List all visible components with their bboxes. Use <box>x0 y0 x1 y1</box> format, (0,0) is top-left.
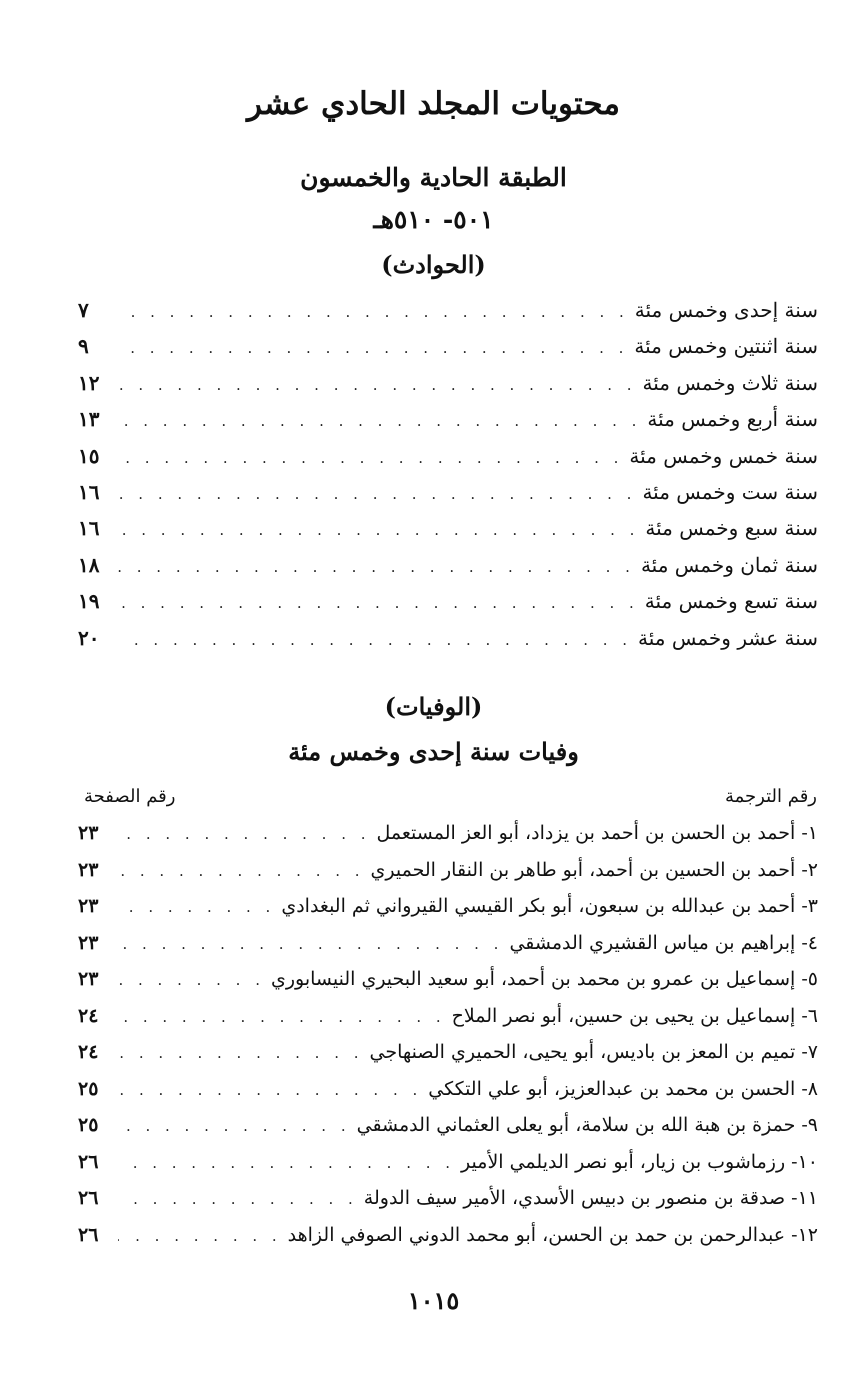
death-entry <box>78 1220 818 1251</box>
death-entry <box>78 1074 818 1105</box>
death-entry-label: ٧- تميم بن المعز بن باديس، أبو يحيى، الحميري الصنهاجي <box>369 1041 818 1063</box>
death-entry-page: ٢٣ <box>78 822 99 844</box>
event-year-entry <box>78 623 818 655</box>
deaths-subheading: وفيات سنة إحدى وخمس مئة <box>288 737 579 766</box>
death-entry-page: ٢٣ <box>78 931 99 954</box>
event-year-entry <box>78 331 818 363</box>
dot-leader <box>118 1002 446 1032</box>
events-heading: (الحوادث) <box>381 250 486 279</box>
death-entry-label: ١٢- عبدالرحمن بن حمد بن الحسن، أبو محمد الدوني الصوفي الزاهد <box>287 1223 818 1246</box>
death-entry-page: ٢٦ <box>78 1223 99 1246</box>
dot-leader <box>118 588 639 618</box>
event-year-entry-page: ١٣ <box>78 407 100 432</box>
dot-leader <box>118 1111 351 1141</box>
event-year-entry <box>78 404 818 436</box>
event-year-entry-label: سنة ثلاث وخمس مئة <box>642 370 818 395</box>
death-entry-label: ٣- أحمد بن عبدالله بن سبعون، أبو بكر القيسي القيرواني ثم البغدادي <box>281 895 818 917</box>
dot-leader <box>118 370 637 400</box>
entry-number-column-header: رقم الترجمة <box>724 786 817 807</box>
dot-leader <box>118 1221 282 1251</box>
death-entry <box>78 964 818 995</box>
death-entry-label: ٢- أحمد بن الحسين بن أحمد، أبو طاهر بن النقار الحميري <box>370 858 818 881</box>
death-entry-page: ٢٣ <box>78 858 99 881</box>
event-year-entry <box>78 550 818 582</box>
death-entry-label: ٩- حمزة بن هبة الله بن سلامة، أبو يعلى العثماني الدمشقي <box>356 1114 818 1136</box>
dot-leader <box>118 1184 358 1214</box>
death-entry-label: ٨- الحسن بن محمد بن عبدالعزيز، أبو علي التككي <box>428 1077 818 1100</box>
death-entry <box>78 891 818 922</box>
event-year-entry-label: سنة عشر وخمس مئة <box>638 625 818 650</box>
dot-leader <box>118 965 265 995</box>
event-year-entry-page: ٧ <box>78 298 89 322</box>
death-entry-page: ٢٦ <box>78 1150 99 1173</box>
death-entry-page: ٢٥ <box>78 1077 99 1100</box>
death-entry <box>78 1037 818 1068</box>
dot-leader <box>118 297 629 327</box>
event-year-entry <box>78 368 818 400</box>
death-entry <box>78 1001 818 1032</box>
death-entry <box>78 818 818 849</box>
event-year-entry-label: سنة اثنتين وخمس مئة <box>634 334 818 359</box>
event-year-entry-label: سنة أربع وخمس مئة <box>647 407 818 432</box>
event-year-entry-page: ٢٠ <box>78 625 100 650</box>
year-range: ٥٠١- ٥١٠هـ <box>373 205 494 234</box>
event-year-entry-page: ٩ <box>78 334 89 359</box>
death-entry-label: ٥- إسماعيل بن عمرو بن محمد بن أحمد، أبو سعيد البحيري النيسابوري <box>270 968 818 990</box>
event-year-entry-page: ١٦ <box>78 516 100 541</box>
death-entry <box>78 1110 818 1141</box>
dot-leader <box>118 1075 422 1105</box>
event-year-entry-label: سنة ثمان وخمس مئة <box>640 552 818 577</box>
page-number: ١٠١٥ <box>407 1286 460 1315</box>
dot-leader <box>118 625 632 655</box>
event-year-entry-label: سنة سبع وخمس مئة <box>645 516 818 541</box>
event-year-entry-page: ١٦ <box>78 480 100 504</box>
dot-leader <box>118 552 635 582</box>
death-entry <box>78 855 818 886</box>
death-entry-label: ١- أحمد بن الحسن بن أحمد بن يزداد، أبو العز المستعمل <box>376 822 818 844</box>
dot-leader <box>118 819 371 849</box>
dot-leader <box>118 333 628 363</box>
dot-leader <box>118 406 641 436</box>
death-entry <box>78 1147 818 1178</box>
event-year-entry <box>78 295 818 327</box>
death-entry-page: ٢٦ <box>78 1187 99 1209</box>
event-year-entry-label: سنة تسع وخمس مئة <box>644 589 818 614</box>
event-year-entry <box>78 586 818 618</box>
dot-leader <box>118 1148 455 1178</box>
dot-leader <box>118 443 623 473</box>
death-entry-label: ٤- إبراهيم بن مياس القشيري الدمشقي <box>509 931 818 954</box>
death-entry-page: ٢٤ <box>78 1041 99 1063</box>
death-entry-page: ٢٤ <box>78 1004 99 1027</box>
event-year-entry-page: ١٩ <box>78 589 100 614</box>
death-entry-label: ٦- إسماعيل بن يحيى بن حسين، أبو نصر الملاح <box>451 1004 818 1027</box>
event-year-entry-page: ١٢ <box>78 370 100 395</box>
dot-leader <box>118 929 503 959</box>
event-year-entry <box>78 477 818 509</box>
dot-leader <box>118 856 365 886</box>
death-entry <box>78 928 818 959</box>
tabaqa-heading: الطبقة الحادية والخمسون <box>300 163 567 192</box>
event-year-entry-label: سنة ست وخمس مئة <box>642 480 818 504</box>
dot-leader <box>118 892 275 922</box>
dot-leader <box>118 1038 364 1068</box>
event-year-entry-label: سنة خمس وخمس مئة <box>629 443 818 468</box>
dot-leader <box>118 515 639 545</box>
page-title: محتويات المجلد الحادي عشر <box>247 86 620 122</box>
event-year-entry <box>78 513 818 545</box>
death-entry-page: ٢٣ <box>78 968 99 990</box>
event-year-entry-label: سنة إحدى وخمس مئة <box>634 298 818 322</box>
page-number-column-header: رقم الصفحة <box>84 786 176 807</box>
death-entry-page: ٢٥ <box>78 1114 99 1136</box>
deaths-heading: (الوفيات) <box>384 692 483 721</box>
death-entry-label: ١٠- رزماشوب بن زيار، أبو نصر الديلمي الأمير <box>461 1150 818 1173</box>
death-entry <box>78 1183 818 1214</box>
event-year-entry-page: ١٨ <box>78 552 100 577</box>
event-year-entry-page: ١٥ <box>78 443 100 468</box>
event-year-entry <box>78 441 818 473</box>
dot-leader <box>118 479 636 509</box>
death-entry-label: ١١- صدقة بن منصور بن دبيس الأسدي، الأمير سيف الدولة <box>363 1187 818 1209</box>
death-entry-page: ٢٣ <box>78 895 99 917</box>
